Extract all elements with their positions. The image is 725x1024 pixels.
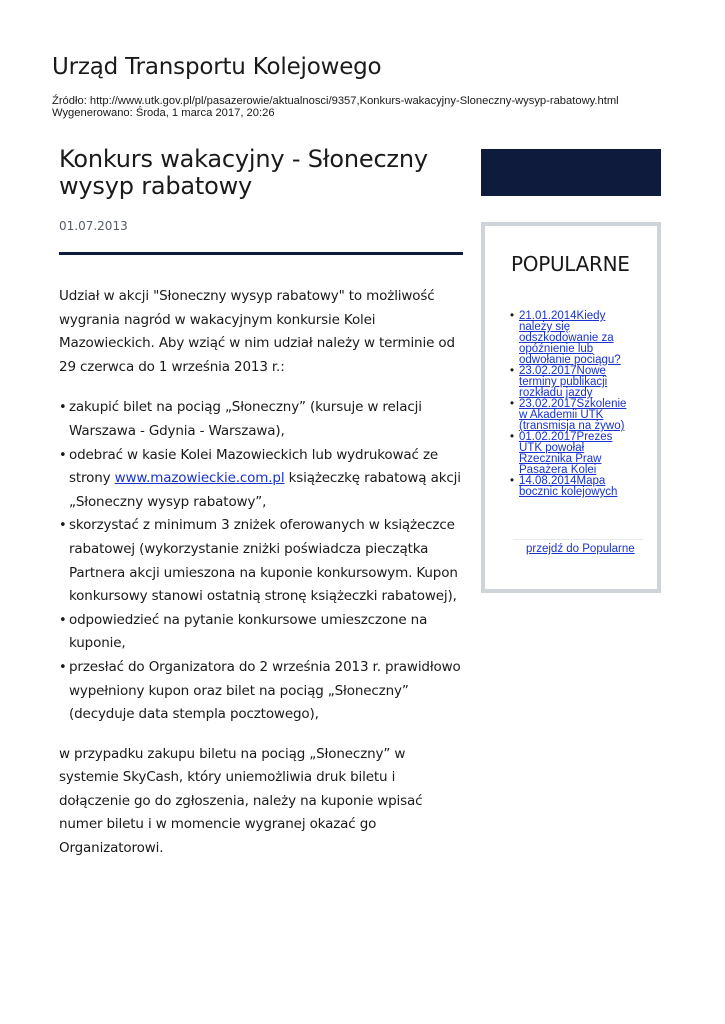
popular-link[interactable]: 23.02.2017Nowe terminy publikacji rozkładu jazdy [519, 365, 608, 399]
list-item: • zakupić bilet na pociąg „Słoneczny” (kursuje w relacji Warszawa - Gdynia - Warszawa), [69, 396, 463, 443]
article-date: 01.07.2013 [59, 219, 128, 233]
popular-more [513, 539, 643, 555]
mazowieckie-link[interactable]: www.mazowieckie.com.pl [114, 470, 285, 487]
article-intro: Udział w akcji "Słoneczny wysyp rabatowy" to możliwość wygrania nagród w wakacyjnym konkursie Kolei Mazowieckich. Aby wziąć w nim udział należy w terminie od 29 czerwca do 1 września 2013 r.: [59, 288, 455, 375]
popular-link[interactable]: 01.02.2017Prezes UTK powołał Rzecznika Praw Pasażera Kolei [519, 431, 613, 476]
article-title-line1: Konkurs wakacyjny - Słoneczny [59, 145, 428, 173]
list-item [519, 399, 637, 432]
page-meta [52, 95, 712, 119]
popular-box [481, 222, 661, 593]
list-item [519, 311, 637, 366]
article-title [59, 146, 463, 200]
step-text-after: książeczkę rabatową akcji „Słoneczny wysyp rabatowy”, [69, 470, 461, 510]
sidebar-banner [481, 149, 661, 196]
article [59, 146, 463, 861]
steps-list [59, 396, 463, 726]
article-body [59, 285, 463, 861]
source-line: Źródło: http://www.utk.gov.pl/pl/pasazerowie/aktualnosci/9357,Konkurs-wakacyjny-Sloneczny-wysyp-rabatowy.html [52, 95, 619, 107]
popular-link[interactable]: 23.02.2017Szkolenie w Akademii UTK (transmisja na żywo) [519, 398, 627, 432]
popular-more-link[interactable]: przejdź do Popularne [526, 543, 635, 555]
popular-list [519, 311, 637, 498]
list-item: • odpowiedzieć na pytanie konkursowe umieszczone na kuponie, [69, 609, 463, 656]
list-item [519, 366, 637, 399]
site-title: Urząd Transportu Kolejowego [52, 54, 382, 80]
list-item [519, 476, 637, 498]
popular-link[interactable]: 21.01.2014Kiedy należy się odszkodowanie za opóźnienie lub odwołanie pociągu? [519, 310, 621, 366]
generated-line: Wygenerowano: Środa, 1 marca 2017, 20:26 [52, 107, 275, 119]
list-item [69, 444, 463, 515]
list-item: • skorzystać z minimum 3 zniżek oferowanych w książeczce rabatowej (wykorzystanie zniżki poświadcza pieczątka Partnera akcji umieszona na kuponie konkursowym. Kupon konkursowy stanowi ostatnią stronę książeczki rabatowej), [69, 514, 463, 608]
popular-link[interactable]: 14.08.2014Mapa bocznic kolejowych [519, 475, 618, 498]
step-text-before: odebrać w kasie Kolei Mazowieckich lub wydrukować ze strony [69, 446, 439, 487]
article-closing: w przypadku zakupu biletu na pociąg „Słoneczny” w systemie SkyCash, który uniemożliwia druk biletu i dołączenie go do zgłoszenia, należy na kuponie wpisać numer biletu i w momencie wygranej okazać go Organizatorowi. [59, 745, 423, 857]
popular-title: POPULARNE [511, 252, 630, 276]
article-title-line2: wysyp rabatowy [59, 172, 253, 200]
list-item [519, 432, 637, 476]
title-divider [59, 252, 463, 255]
list-item: • przesłać do Organizatora do 2 września 2013 r. prawidłowo wypełniony kupon oraz bilet na pociąg „Słoneczny” (decyduje data stempla pocztowego), [69, 656, 463, 727]
